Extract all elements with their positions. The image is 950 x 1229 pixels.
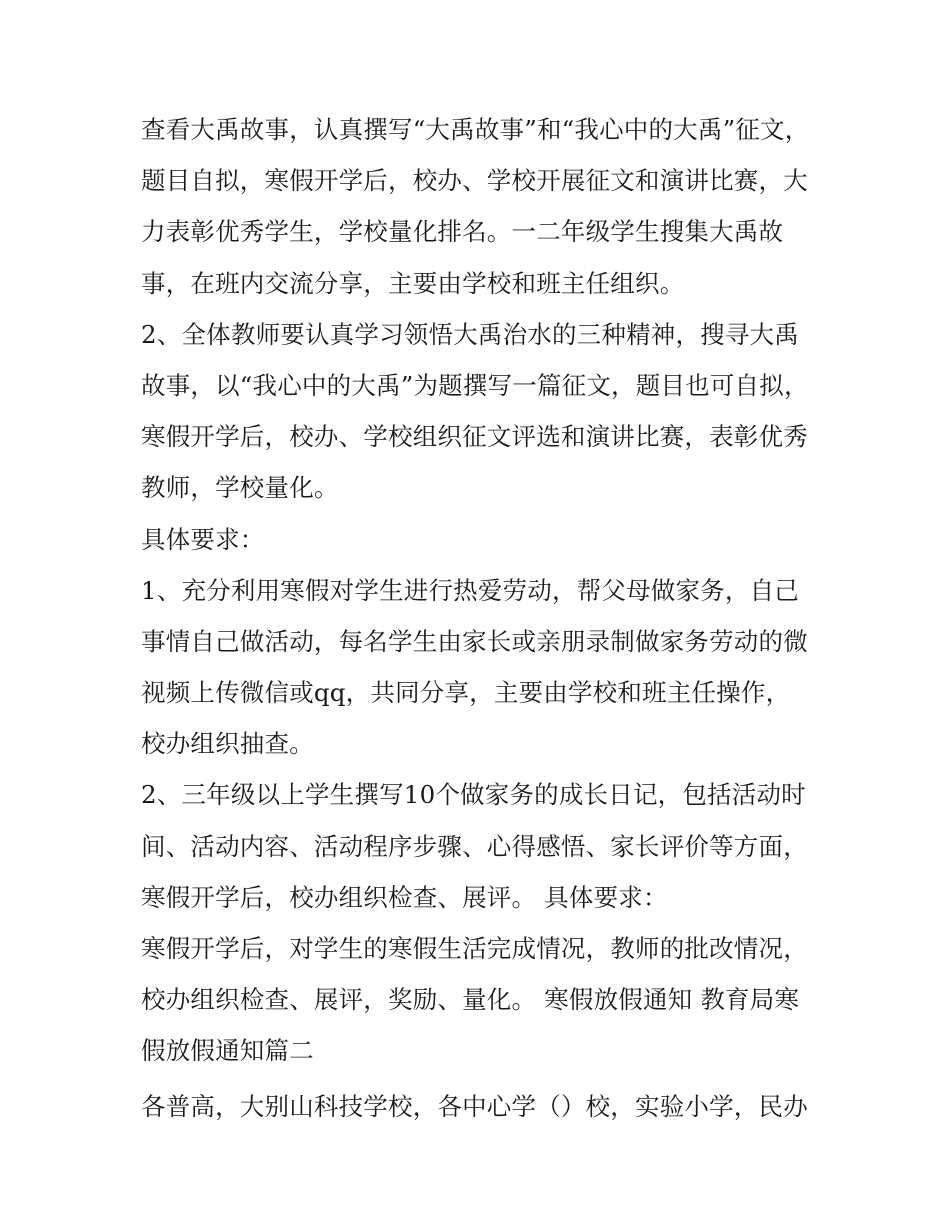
text-line: 寒假开学后，校办组织检查、展评。 具体要求： [141,882,668,912]
text-line: 校办组织检查、展评，奖励、量化。 寒假放假通知 教育局寒 [141,985,800,1015]
text-line: 寒假开学后，对学生的寒假生活完成情况，教师的批改情况， [141,934,808,963]
text-line: 查看大禹故事，认真撰写“大禹故事”和“我心中的大禹”征文， [141,115,810,144]
text-line: 校办组织抽查。 [141,729,314,759]
body-text [141,108,821,1136]
text-line: 假放假通知篇二 [141,1036,314,1066]
text-line: 故事，以“我心中的大禹”为题撰写一篇征文，题目也可自拟， [141,370,809,400]
text-line: 各普高，大别山科技学校，各中心学（）校，实验小学，民办 [141,1091,808,1121]
text-line: 间、活动内容、活动程序步骤、心得感悟、家长评价等方面， [141,831,808,861]
text-line: 题目自拟，寒假开学后，校办、学校开展征文和演讲比赛，大 [141,166,808,196]
text-line: 1、充分利用寒假对学生进行热爱劳动，帮父母做家务，自己 [141,575,799,605]
text-line: 具体要求： [141,524,265,554]
text-line: 教师，学校量化。 [141,473,339,503]
text-line: 视频上传微信或qq，共同分享，主要由学校和班主任操作， [141,678,791,708]
text-line: 事，在班内交流分享，主要由学校和班主任组织。 [141,268,685,298]
text-line: 寒假开学后，校办、学校组织征文评选和演讲比赛，表彰优秀 [141,422,808,452]
text-line: 事情自己做活动，每名学生由家长或亲朋录制做家务劳动的微 [141,626,808,656]
text-line: 2、三年级以上学生撰写10个做家务的成长日记，包括活动时 [141,780,806,810]
text-line: 2、全体教师要认真学习领悟大禹治水的三种精神，搜寻大禹 [141,319,799,349]
text-line: 力表彰优秀学生，学校量化排名。一二年级学生搜集大禹故 [141,217,784,247]
